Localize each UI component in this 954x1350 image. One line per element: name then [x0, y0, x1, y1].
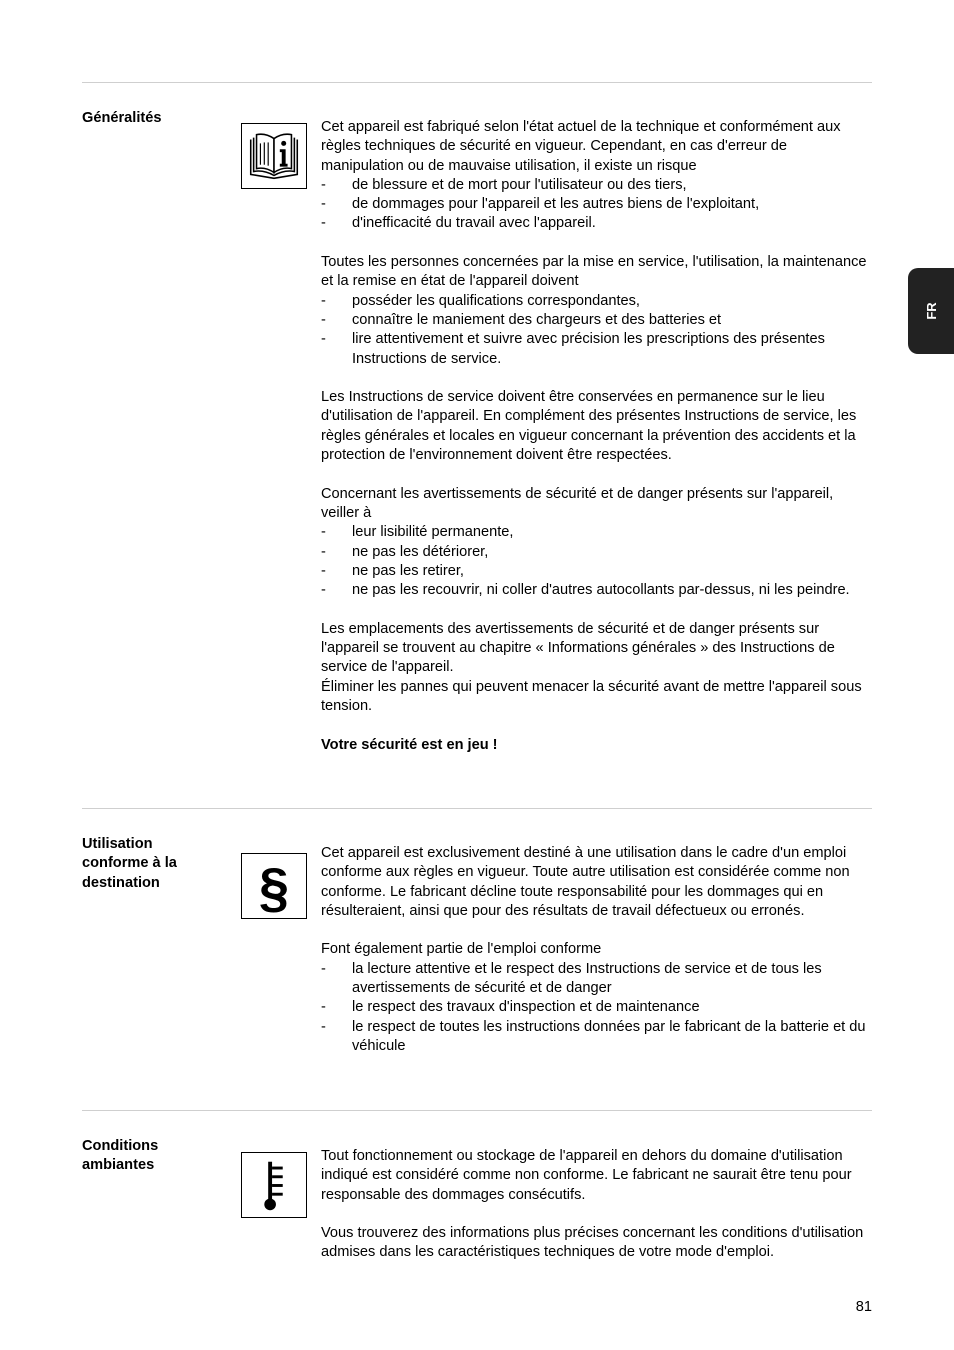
instructions-paragraph: Les Instructions de service doivent être conservées en permanence sur le lieu d'utilisation de l'appareil. En complément des présentes Instructions de service, les règles générales et locales en vigueur concernant la prévention des accidents et la protection de l'environnement doivent être respectées.	[321, 389, 857, 464]
list-item: - le respect des travaux d'inspection et de maintenance	[321, 998, 872, 1017]
list-item: - d'inefficacité du travail avec l'appareil.	[321, 214, 872, 233]
section-divider	[82, 1110, 872, 1111]
manual-info-icon	[241, 123, 307, 189]
warnings-paragraph: Concernant les avertissements de sécurité et de danger présents sur l'appareil, veiller à	[321, 485, 834, 521]
top-divider	[82, 82, 872, 83]
thermometer-icon	[241, 1152, 307, 1218]
persons-list	[321, 292, 872, 369]
paragraph-section-icon	[241, 853, 307, 919]
eliminate-paragraph: Éliminer les pannes qui peuvent menacer la sécurité avant de mettre l'appareil sous tension.	[321, 678, 862, 714]
list-item: - posséder les qualifications correspondantes,	[321, 292, 872, 311]
svg-text:§: §	[258, 857, 290, 918]
section-heading-conditions: Conditions ambiantes	[82, 1138, 159, 1174]
list-item: - ne pas les recouvrir, ni coller d'autres autocollants par-dessus, ni les peindre.	[321, 581, 872, 600]
list-item: - de dommages pour l'appareil et les autres biens de l'exploitant,	[321, 195, 872, 214]
also-paragraph: Font également partie de l'emploi conforme	[321, 941, 602, 958]
language-tab	[908, 268, 954, 354]
section-heading-utilisation: Utilisation conforme à la destination	[82, 836, 177, 891]
conditions-paragraph-2: Vous trouverez des informations plus précises concernant les conditions d'utilisation admises dans les caractéristiques techniques de votre mode d'emploi.	[321, 1225, 864, 1261]
section-body-conditions	[321, 1147, 872, 1263]
intro-paragraph: Cet appareil est fabriqué selon l'état actuel de la technique et conformément aux règles techniques de sécurité en vigueur. Cependant, en cas d'erreur de manipulation ou de mauvaise utilisation, il existe un risque	[321, 119, 841, 174]
list-item: - lire attentivement et suivre avec précision les prescriptions des présentes Instructions de service.	[321, 330, 872, 369]
list-item: - le respect de toutes les instructions données par le fabricant de la batterie et du véhicule	[321, 1018, 872, 1057]
section-body-utilisation	[321, 844, 872, 1056]
closing-statement: Votre sécurité est en jeu !	[321, 736, 498, 753]
section-heading-generalites: Généralités	[82, 110, 162, 126]
list-item: - de blessure et de mort pour l'utilisateur ou des tiers,	[321, 176, 872, 195]
intro-paragraph: Cet appareil est exclusivement destiné à une utilisation dans le cadre d'un emploi conforme aux règles en vigueur. Toute autre utilisation est considérée comme non conforme. Le fabricant décline toute responsabilité pour les dommages qui en résulteraient, ainsi que pour des résultats de travail défectueux ou erronés.	[321, 845, 850, 919]
list-item: - leur lisibilité permanente,	[321, 523, 872, 542]
warnings-list	[321, 523, 872, 600]
list-item: - la lecture attentive et le respect des Instructions de service et de tous les avertissements de sécurité et de danger	[321, 960, 872, 999]
list-item: - connaître le maniement des chargeurs et des batteries et	[321, 311, 872, 330]
section-body-generalites	[321, 118, 872, 755]
section-divider	[82, 808, 872, 809]
list-item: - ne pas les retirer,	[321, 562, 872, 581]
locations-paragraph: Les emplacements des avertissements de sécurité et de danger présents sur l'appareil se trouvent au chapitre « Informations générales » des Instructions de service de l'appareil.	[321, 620, 835, 676]
page-number: 81	[855, 1299, 872, 1315]
persons-paragraph: Toutes les personnes concernées par la mise en service, l'utilisation, la maintenance et la remise en état de l'appareil doivent	[321, 254, 867, 290]
language-tab-label: FR	[923, 302, 939, 320]
risk-list	[321, 176, 872, 234]
list-item: - ne pas les détériorer,	[321, 543, 872, 562]
conditions-paragraph-1: Tout fonctionnement ou stockage de l'appareil en dehors du domaine d'utilisation indiqué est considéré comme non conforme. Le fabricant ne saurait être tenu pour responsable des dommages consécutifs.	[321, 1148, 852, 1203]
also-list	[321, 960, 872, 1056]
